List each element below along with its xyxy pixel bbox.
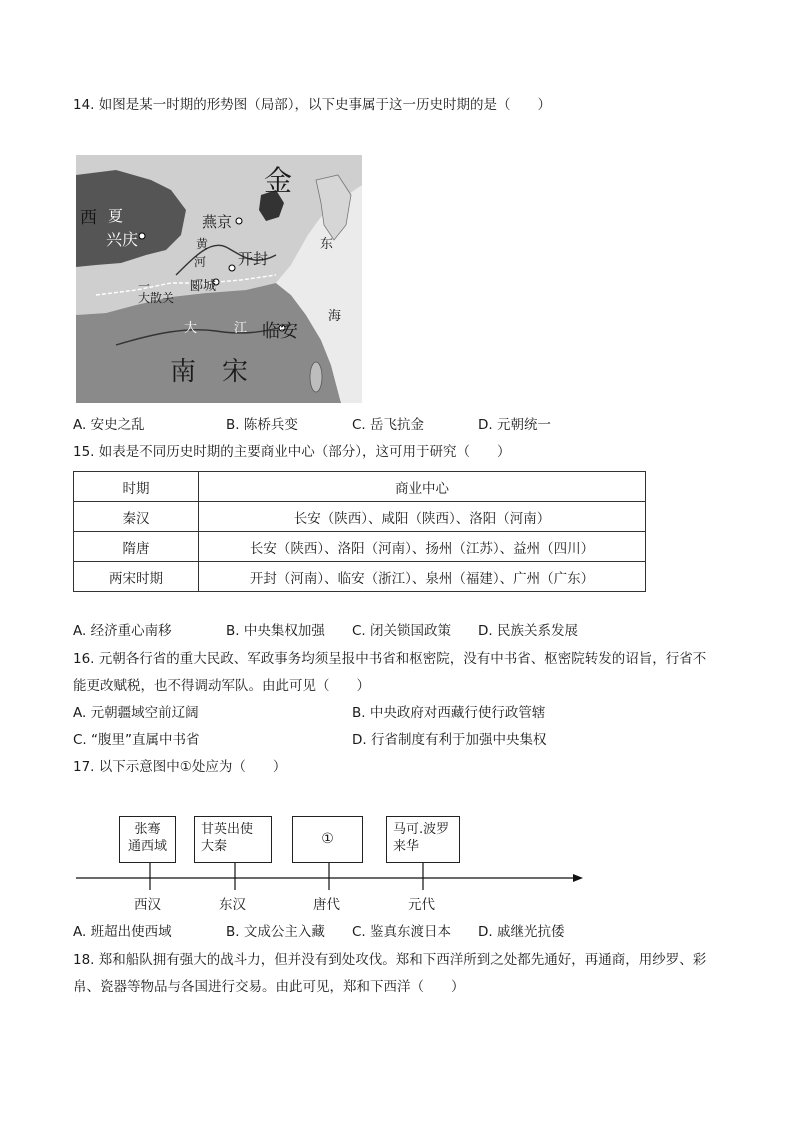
q15-stem: 15. 如表是不同历史时期的主要商业中心（部分），这可用于研究（ ） [73, 444, 511, 460]
table-row [74, 502, 646, 532]
map-label-dasanguan: 大散关 [138, 291, 175, 305]
map-label-xi: 西 [80, 208, 97, 228]
event-box-line: 甘英出使 [201, 822, 254, 837]
q16-option-a: A. 元朝疆域空前辽阔 [73, 705, 199, 721]
q14-option-a: A. 安史之乱 [73, 417, 145, 433]
map-label-yi: 一 [138, 279, 151, 293]
table-header-centers: 商业中心 [199, 472, 646, 502]
map-label-hai: 海 [328, 309, 342, 324]
event-box-zhangqian [119, 816, 176, 863]
map-label-yanjing: 燕京 [202, 213, 233, 231]
map-label-song: 宋 [222, 357, 249, 387]
map-label-yingcheng: 郾城 [190, 279, 217, 294]
q14-option-b: B. 陈桥兵变 [226, 417, 298, 433]
silk-road-timeline [73, 812, 593, 912]
q15-option-d: D. 民族关系发展 [478, 623, 578, 639]
map-label-jiang: 江 [234, 321, 248, 336]
map-label-da: 大 [184, 321, 198, 336]
q14-option-d: D. 元朝统一 [478, 417, 551, 433]
map-label-xia: 夏 [108, 207, 124, 225]
map-label-xingqing: 兴庆 [106, 230, 139, 249]
table-cell-centers: 长安（陕西）、洛阳（河南）、扬州（江苏）、益州（四川） [199, 532, 646, 562]
event-box-line: 马可.波罗 [393, 822, 450, 837]
period-label-xihan: 西汉 [134, 897, 161, 913]
q15-option-b: B. 中央集权加强 [226, 623, 325, 639]
table-cell-centers: 长安（陕西）、咸阳（陕西）、洛阳（河南） [199, 502, 646, 532]
period-label-tangdai: 唐代 [313, 897, 340, 913]
event-box-line: 大秦 [201, 839, 228, 854]
yanjing-marker [236, 218, 242, 224]
table-cell-period: 秦汉 [74, 502, 199, 532]
q15-option-c: C. 闭关锁国政策 [352, 623, 452, 639]
table-row [74, 562, 646, 592]
q16-stem-line2: 能更改赋税，也不得调动军队。由此可见（ ） [73, 678, 370, 694]
table-cell-centers: 开封（河南）、临安（浙江）、泉州（福建）、广州（广东） [199, 562, 646, 592]
q18-stem-line2: 帛、瓷器等物品与各国进行交易。由此可见，郑和下西洋（ ） [73, 979, 465, 995]
map-label-dong: 东 [320, 237, 334, 252]
period-label-donghan: 东汉 [219, 897, 246, 913]
table-cell-period: 隋唐 [74, 532, 199, 562]
q14-stem: 14. 如图是某一时期的形势图（局部），以下史事属于这一历史时期的是（ ） [73, 97, 552, 113]
table-header-row [74, 472, 646, 502]
q15-option-a: A. 经济重心南移 [73, 623, 172, 639]
event-box-line: 通西域 [127, 839, 167, 854]
event-box-line: ① [321, 831, 334, 847]
q16-option-c: C. “腹里”直属中书省 [73, 732, 200, 748]
q14-option-c: C. 岳飞抗金 [352, 417, 425, 433]
table-header-period: 时期 [74, 472, 199, 502]
commerce-centers-table [73, 471, 646, 592]
map-label-jin: 金 [264, 164, 293, 197]
table-row [74, 532, 646, 562]
period-label-yuandai: 元代 [408, 897, 435, 913]
event-box-line: 张骞 [134, 822, 161, 837]
q17-stem: 17. 以下示意图中①处应为（ ） [73, 759, 287, 775]
map-label-kaifeng: 开封 [238, 250, 269, 268]
q17-option-a: A. 班超出使西域 [73, 924, 172, 940]
kaifeng-marker [229, 265, 235, 271]
event-box-marcopolo [386, 816, 460, 863]
map-graphic [76, 155, 362, 403]
taiwan-island [310, 362, 322, 392]
event-box-ganying [194, 816, 272, 863]
song-jin-situation-map [76, 155, 362, 403]
q16-option-d: D. 行省制度有利于加强中央集权 [352, 732, 547, 748]
q17-option-d: D. 戚继光抗倭 [478, 924, 565, 940]
q16-option-b: B. 中央政府对西藏行使行政管辖 [352, 705, 546, 721]
q17-option-c: C. 鉴真东渡日本 [352, 924, 452, 940]
map-label-linan: 临安 [262, 321, 298, 342]
timeline-arrow [573, 874, 583, 882]
q16-stem-line1: 16. 元朝各行省的重大民政、军政事务均须呈报中书省和枢密院，没有中书省、枢密院转发的诏旨，行省不 [73, 651, 707, 667]
table-cell-period: 两宋时期 [74, 562, 199, 592]
q17-option-b: B. 文成公主入藏 [226, 924, 325, 940]
event-box-blank [292, 816, 363, 863]
event-box-line: 来华 [393, 839, 420, 854]
xingqing-marker [139, 233, 145, 239]
map-label-he: 河 [194, 255, 207, 269]
map-label-nan: 南 [170, 357, 197, 387]
q18-stem-line1: 18. 郑和船队拥有强大的战斗力，但并没有到处攻伐。郑和下西洋所到之处都先通好，再通商，用纱罗、彩 [73, 952, 707, 968]
map-label-huang: 黄 [196, 237, 209, 251]
